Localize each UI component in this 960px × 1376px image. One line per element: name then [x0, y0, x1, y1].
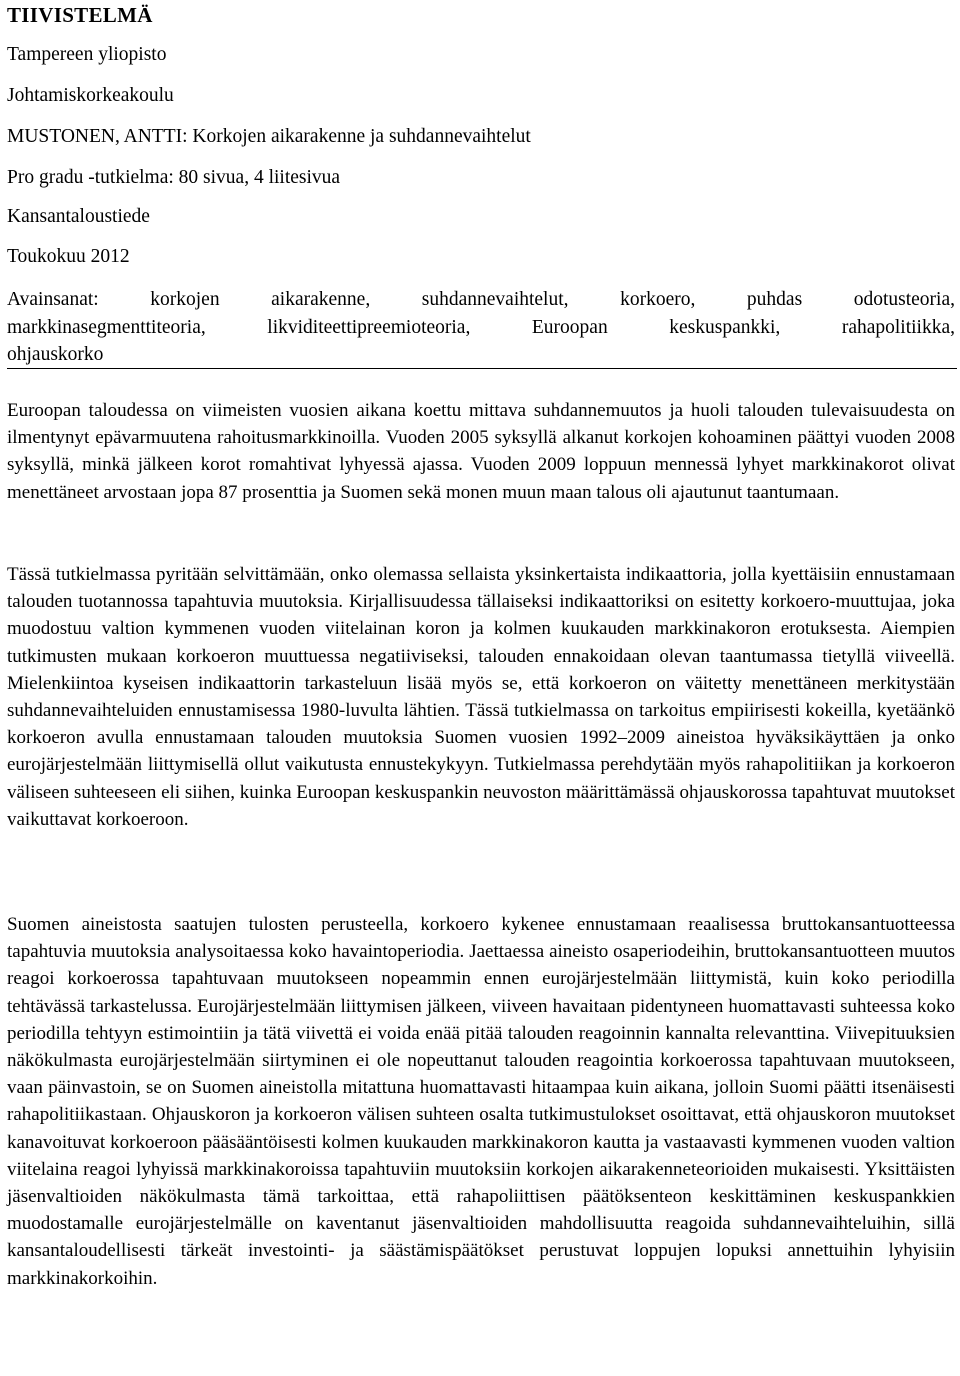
- university-name: Tampereen yliopisto: [7, 44, 167, 65]
- keywords-line: ohjauskorko: [7, 344, 104, 365]
- abstract-paragraph: Suomen aineistosta saatujen tulosten perusteella, korkoero kykenee ennustamaan reaalisessa bruttokansantuotteessa tapahtuvia muutoksia analysoitaessa koko havaintoperiodia. Jaettaessa aineisto osaperiodeihin, bruttokansantuotteen muutos reagoi korkoerossa tapahtuvaan muutokseen nopeammin ennen eurojärjestelmään liittymistä, kuin koko periodilla tehtävässä tarkastelussa. Eurojärjestelmään liittymisen jälkeen, viiveen havaitaan pidentyneen huomattavasti suhteessa koko periodilla tehtyyn estimointiin ja tätä viivettä ei voida enää pitää talouden reagoinnin kannalta relevanttina. Viivepituuksien näkökulmasta eurojärjestelmään siirtyminen ei ole nopeuttanut talouden reagointia korkoerossa tapahtuvaan muutokseen, vaan päinvastoin, se on Suomen aineistolla mitattuna huomattavasti hitaampaa kuin aikana, jolloin Suomi päätti itsenäisesti rahapolitiikastaan. Ohjauskoron ja korkoeron välisen suhteen osalta tutkimustulokset osoittavat, että ohjauskoron muutokset kanavoituvat korkoeroon pääsääntöisesti kolmen kuukauden markkinakoron kautta ja vastaavasti kymmenen vuoden valtion viitelaina reagoi lyhyissä markkinakoroissa tapahtuviin muutoksiin korkojen aikarakenneteorioiden mukaisesti. Yksittäisten jäsenvaltioiden näkökulmasta tämä tarkoittaa, että rahapoliittisen päätöksenteon keskittäminen keskuspankkien muodostamalle eurojärjestelmälle on kaventanut jäsenvaltioiden mahdollisuutta reagoida suhdannevaihteluihin, sillä kansantaloudellisesti tärkeät investointi- ja säästämispäätökset perustuvat loppujen lopuksi annettuihin lyhyisiin markkinakorkoihin.: [7, 914, 955, 1289]
- keywords: [7, 286, 955, 369]
- page-title: TIIVISTELMÄ: [7, 3, 153, 27]
- abstract-paragraph: Euroopan taloudessa on viimeisten vuosien aikana koettu mittava suhdannemuutos ja huoli talouden tulevaisuudesta on ilmentynyt epävarmuutena rahoitusmarkkinoilla. Vuoden 2005 syksyllä alkanut korkojen kohoaminen päättyi vuoden 2008 syksyllä, minkä jälkeen korot romahtivat lyhyessä ajassa. Vuoden 2009 loppuun mennessä lyhyet markkinakorot olivat menettäneet arvostaan jopa 87 prosenttia ja Suomen sekä monen muun maan talous oli ajautunut taantumaan.: [7, 400, 955, 503]
- divider: [7, 368, 957, 369]
- thesis-info: Pro gradu -tutkielma: 80 sivua, 4 liitesivua: [7, 167, 341, 188]
- subject: Kansantaloustiede: [7, 206, 150, 227]
- date: Toukokuu 2012: [7, 246, 130, 267]
- keywords-line: Avainsanat: korkojen aikarakenne, suhdannevaihtelut, korkoero, puhdas odotusteoria,: [7, 289, 955, 310]
- school-name: Johtamiskorkeakoulu: [7, 85, 174, 106]
- author-and-title: MUSTONEN, ANTTI: Korkojen aikarakenne ja suhdannevaihtelut: [7, 126, 531, 147]
- keywords-line: markkinasegmenttiteoria, likviditeettipreemioteoria, Euroopan keskuspankki, rahapolitiikka,: [7, 316, 955, 338]
- abstract-paragraph: Tässä tutkielmassa pyritään selvittämään, onko olemassa sellaista yksinkertaista indikaattoria, jolla kyettäisiin ennustamaan talouden tuotannossa tapahtuvia muutoksia. Kirjallisuudessa tällaiseksi indikaattoriksi on esitetty korkoero-muuttujaa, joka muodostuu valtion kymmenen vuoden viitelainan koron ja kolmen kuukauden markkinakoron erotuksesta. Aiempien tutkimusten mukaan korkoeron muuttuessa negatiiviseksi, talouden ennakoidaan olevan taantumassa tietyllä viiveellä. Mielenkiintoa kyseisen indikaattorin tarkasteluun lisää myös se, että korkoeron on väitetty menettäneen merkitystään suhdannevaihteluiden ennustamisessa 1980-luvulta lähtien. Tässä tutkielmassa on tarkoitus empiirisesti kokeilla, kyetäänkö korkoeron avulla ennustamaan talouden muutoksia Suomen vuosien 1992–2009 aineistoa hyväksikäyttäen ja onko eurojärjestelmään liittymisellä ollut vaikutusta ennustekykyyn. Tutkielmassa perehdytään myös rahapolitiikan ja korkoeron väliseen suhteeseen eli siihen, kuinka Euroopan keskuspankin neuvoston määrittämässä ohjauskorossa tapahtuvat muutokset vaikuttavat korkoeroon.: [7, 564, 955, 830]
